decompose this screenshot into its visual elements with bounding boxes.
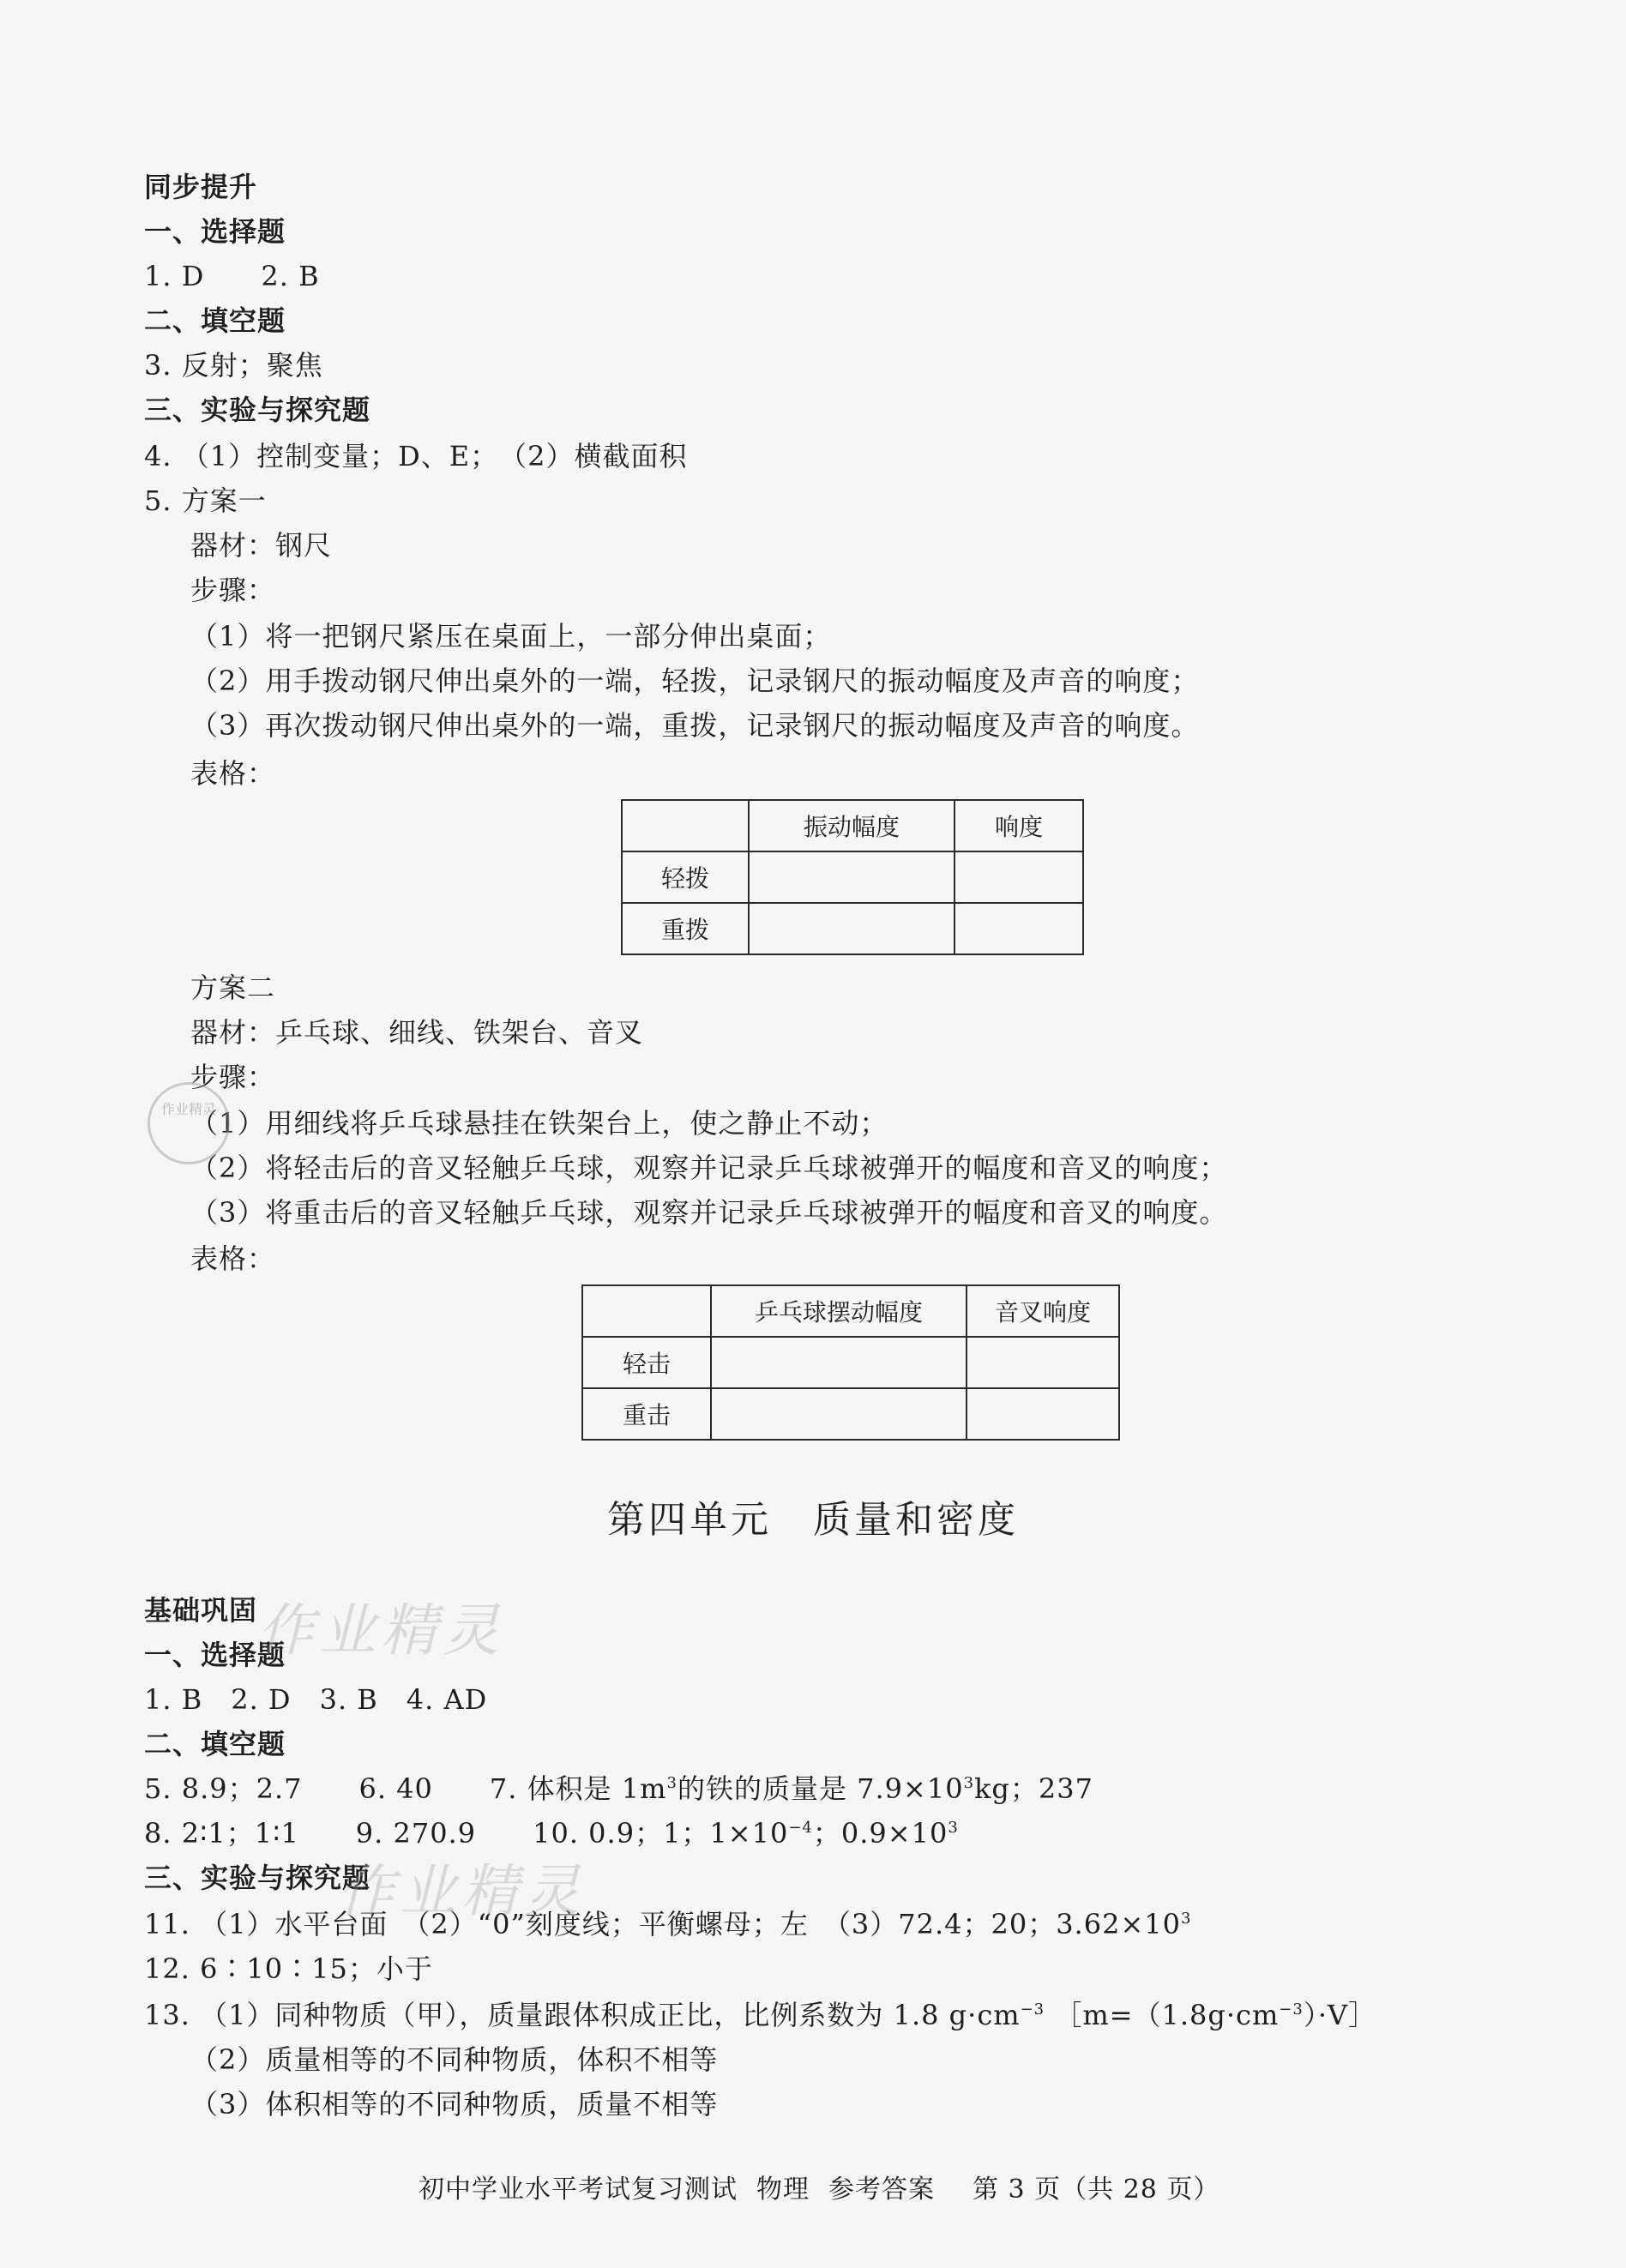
table-header-cell	[622, 800, 749, 851]
part-heading-experiment: 三、实验与探究题	[144, 394, 371, 426]
watermark-text: 作业精灵	[257, 1597, 504, 1663]
plan2-steps-label: 步骤：	[190, 1061, 276, 1093]
unit-title	[0, 1496, 1626, 1544]
table-cell	[711, 1337, 967, 1388]
section-heading: 同步提升	[144, 171, 258, 203]
table-row-label: 重击	[582, 1388, 711, 1440]
plan1-steps-label: 步骤：	[190, 574, 276, 606]
plan1-step: （3）再次拨动钢尺伸出桌外的一端，重拨，记录钢尺的振动幅度及声音的响度。	[190, 709, 1200, 742]
table-cell	[967, 1388, 1119, 1440]
page-footer	[419, 2173, 1220, 2207]
table-header-cell	[582, 1285, 711, 1337]
answer-line-13: 13. （1）同种物质（甲），质量跟体积成正比，比例系数为 1.8 $g\cdot cm^{-3}$ $[m=(1.8g\cdot cm^{-3})\cdot V]$	[144, 1999, 1377, 2031]
answer-line-3: 3. 反射；聚焦	[144, 349, 323, 382]
plan2-step: （1）用细线将乒乓球悬挂在铁架台上，使之静止不动；	[190, 1107, 888, 1140]
page-number: 第 3 页（共 28 页）	[973, 2175, 1220, 2205]
answer-line-4: 4. （1）控制变量；D、E； （2）横截面积	[144, 440, 688, 472]
table-row-label: 轻击	[582, 1337, 711, 1388]
answer-line-12: 12. 6∶10∶15；小于	[144, 1952, 433, 1985]
table-cell	[711, 1388, 967, 1440]
plan1-material: 器材：钢尺	[190, 529, 333, 562]
answer-line-5: 5. 方案一	[144, 484, 267, 517]
part-heading-choice: 一、选择题	[144, 215, 286, 248]
answer-line-13-2: （2）质量相等的不同种物质，体积不相等	[190, 2043, 719, 2076]
part-heading-fill: 二、填空题	[144, 304, 286, 337]
table-header-cell: 响度	[955, 800, 1083, 851]
section-heading: 基础巩固	[144, 1594, 258, 1627]
plan1-table	[621, 799, 1084, 955]
plan2-step: （2）将轻击后的音叉轻触乒乓球，观察并记录乒乓球被弹开的幅度和音叉的响度；	[190, 1152, 1228, 1184]
table-cell	[955, 851, 1083, 903]
table-row-label: 轻拨	[622, 851, 749, 903]
plan2-title: 方案二	[190, 972, 276, 1004]
plan2-table	[581, 1284, 1120, 1441]
answer-line-11: 11. （1）水平台面 （2）“0”刻度线；平衡螺母；左 （3）72.4；20；$3.62\times 10^3$	[144, 1908, 1192, 1940]
plan2-table-label: 表格：	[190, 1242, 276, 1275]
answer-line-13-3: （3）体积相等的不同种物质，质量不相等	[190, 2088, 719, 2121]
footer-kind: 参考答案	[828, 2175, 935, 2205]
unit-title-number: 第四单元	[607, 1498, 772, 1542]
plan1-table-label: 表格：	[190, 757, 276, 790]
table-header-cell: 音叉响度	[967, 1285, 1119, 1337]
answer-line-8-10: 8. 2∶1；1∶1 9. 270.9 10. 0.9；1；$1\times 10^{-4}$；$0.9\times 10^3$	[144, 1817, 959, 1850]
table-cell	[749, 851, 955, 903]
table-row-label: 重拨	[622, 903, 749, 954]
table-cell	[967, 1337, 1119, 1388]
footer-book: 初中学业水平考试复习测试	[419, 2175, 738, 2205]
plan2-material: 器材：乒乓球、细线、铁架台、音叉	[190, 1016, 644, 1049]
part-heading-fill: 二、填空题	[144, 1728, 286, 1760]
part-heading-experiment: 三、实验与探究题	[144, 1862, 371, 1894]
answer-line-1-4: 1. B 2. D 3. B 4. AD	[144, 1683, 488, 1716]
plan1-step: （2）用手拨动钢尺伸出桌外的一端，轻拨，记录钢尺的振动幅度及声音的响度；	[190, 665, 1200, 697]
footer-subject: 物理	[756, 2175, 810, 2205]
answer-line-5-7: 5. 8.9；2.7 6. 40 7. 体积是 $1m^3$的铁的质量是 $7.9\times 10^3kg$；237	[144, 1772, 1093, 1805]
table-cell	[955, 903, 1083, 954]
table-header-cell: 振动幅度	[749, 800, 955, 851]
unit-title-topic: 质量和密度	[813, 1498, 1019, 1542]
answer-line-1-2: 1. D 2. B	[144, 260, 320, 292]
plan2-step: （3）将重击后的音叉轻触乒乓球，观察并记录乒乓球被弹开的幅度和音叉的响度。	[190, 1196, 1228, 1229]
table-header-cell: 乒乓球摆动幅度	[711, 1285, 967, 1337]
plan1-step: （1）将一把钢尺紧压在桌面上，一部分伸出桌面；	[190, 620, 832, 653]
watermark-text: 作业精灵	[338, 1858, 585, 1924]
part-heading-choice: 一、选择题	[144, 1639, 286, 1671]
table-cell	[749, 903, 955, 954]
watermark-stamp: 作业精灵	[148, 1082, 230, 1164]
